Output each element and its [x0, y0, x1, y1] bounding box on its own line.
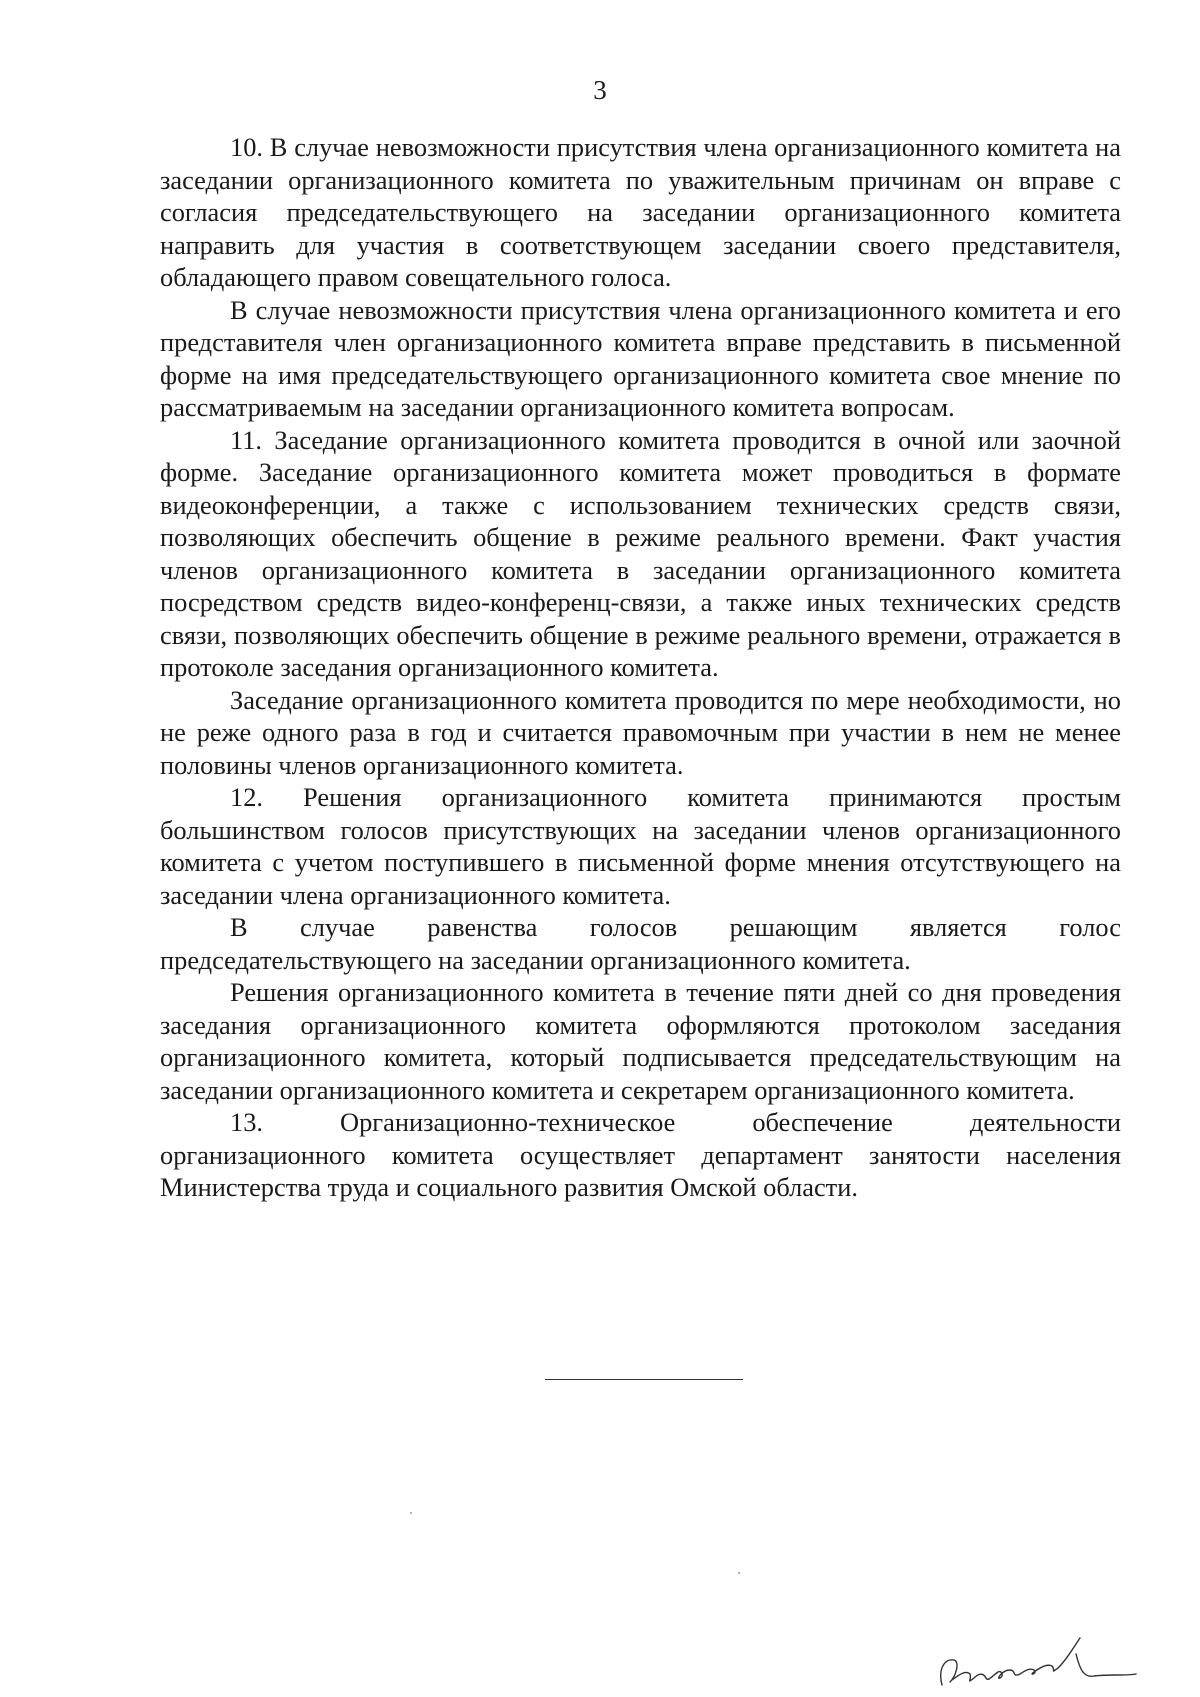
- paragraph-11: 11. Заседание организационного комитета проводится в очной или заочной форме. Заседание организационного комитета может проводиться в формате видеоконференции, а также с использованием технических средств связи, позволяющих обеспечить общение в режиме реального времени. Факт участия членов организационного комитета в заседании организационного комитета посредством средств видео-конференц-связи, а также иных технических средств связи, позволяющих обеспечить общение в режиме реального времени, отражается в протоколе заседания организационного комитета.: [160, 424, 1121, 682]
- scan-speck: [410, 1512, 412, 1514]
- document-body: [160, 131, 1121, 1204]
- paragraph-10: 10. В случае невозможности присутствия члена организационного комитета на заседании организационного комитета по уважительным причинам он вправе с согласия председательствующего на заседании организационного комитета направить для участия в соответствующем заседании своего представителя, обладающего правом совещательного голоса.: [160, 132, 1121, 292]
- paragraph-12-protocol: Решения организационного комитета в течение пяти дней со дня проведения заседания организационного комитета оформляются протоколом заседания организационного комитета, который подписывается председательствующим на заседании организационного комитета и секретарем организационного комитета.: [160, 977, 1121, 1105]
- scan-speck: [738, 1572, 740, 1574]
- paragraph-10-continuation: В случае невозможности присутствия члена организационного комитета и его представителя член организационного комитета вправе представить в письменной форме на имя председательствующего организационного комитета свое мнение по рассматриваемым на заседании организационного комитета вопросам.: [160, 294, 1121, 422]
- paragraph-12-tie-rule: В случае равенства голосов решающим является голос председательствующего на заседании организационного комитета.: [160, 912, 1121, 975]
- page-number: 3: [593, 75, 607, 105]
- end-separator-line: [545, 1379, 743, 1380]
- paragraph-13: 13. Организационно-техническое обеспечение деятельности организационного комитета осуществляет департамент занятости населения Министерства труда и социального развития Омской области.: [160, 1107, 1121, 1202]
- paragraph-11-continuation: Заседание организационного комитета проводится по мере необходимости, но не реже одного раза в год и считается правомочным при участии в нем не менее половины членов организационного комитета.: [160, 684, 1121, 780]
- handwritten-initials-signature: [930, 1630, 1140, 1690]
- paragraph-12: 12. Решения организационного комитета принимаются простым большинством голосов присутствующих на заседании членов организационного комитета с учетом поступившего в письменной форме мнения отсутствующего на заседании члена организационного комитета.: [160, 782, 1121, 910]
